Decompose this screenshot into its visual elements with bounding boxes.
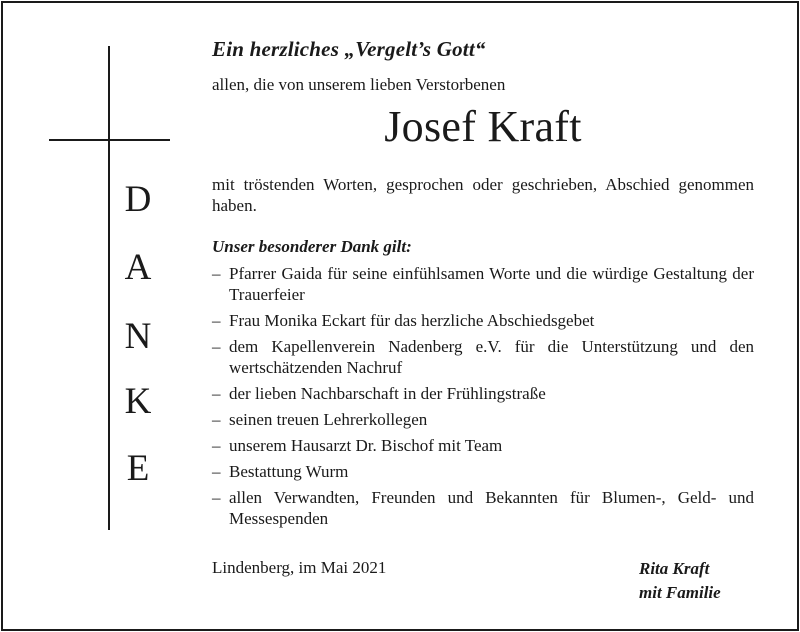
list-item: – Bestattung Wurm	[212, 462, 349, 481]
list-item: – Frau Monika Eckart für das herzliche Abschiedsgebet	[212, 311, 595, 330]
list-item: – Pfarrer Gaida für seine einfühlsamen Worte und die würdige Gestaltung der Trauerfeier	[212, 264, 754, 304]
signature	[639, 557, 721, 605]
notice-content	[212, 37, 754, 534]
list-item: – seinen treuen Lehrerkollegen	[212, 410, 428, 429]
danke-letter-a: A	[124, 247, 152, 288]
cross-horizontal-bar	[49, 139, 170, 141]
deceased-name: Josef Kraft	[384, 102, 582, 151]
list-item: – allen Verwandten, Freunden und Bekannten für Blumen-, Geld- und Messespenden	[212, 488, 754, 528]
signature-name: Rita Kraft	[639, 559, 710, 578]
list-item: – unserem Hausarzt Dr. Bischof mit Team	[212, 436, 503, 455]
list-item: – der lieben Nachbarschaft in der Frühlingstraße	[212, 384, 546, 403]
danke-letter-k: K	[124, 381, 152, 422]
place-date: Lindenberg, im Mai 2021	[212, 558, 387, 577]
notice-heading: Ein herzliches „Vergelt’s Gott“	[212, 37, 486, 61]
list-item: – dem Kapellenverein Nadenberg e.V. für die Unterstützung und den wertschätzenden Nachruf	[212, 337, 754, 377]
cross-vertical-bar	[108, 46, 110, 530]
danke-letter-n: N	[124, 316, 152, 357]
thanks-list	[212, 263, 754, 529]
signature-family: mit Familie	[639, 583, 721, 602]
intro-text: allen, die von unserem lieben Verstorbenen	[212, 75, 506, 94]
danke-letter-d: D	[124, 179, 152, 220]
danke-letter-e: E	[126, 448, 150, 489]
body-text: mit tröstenden Worten, gesprochen oder geschrieben, Abschied genommen haben.	[212, 175, 754, 215]
thanks-heading: Unser besonderer Dank gilt:	[212, 237, 412, 256]
